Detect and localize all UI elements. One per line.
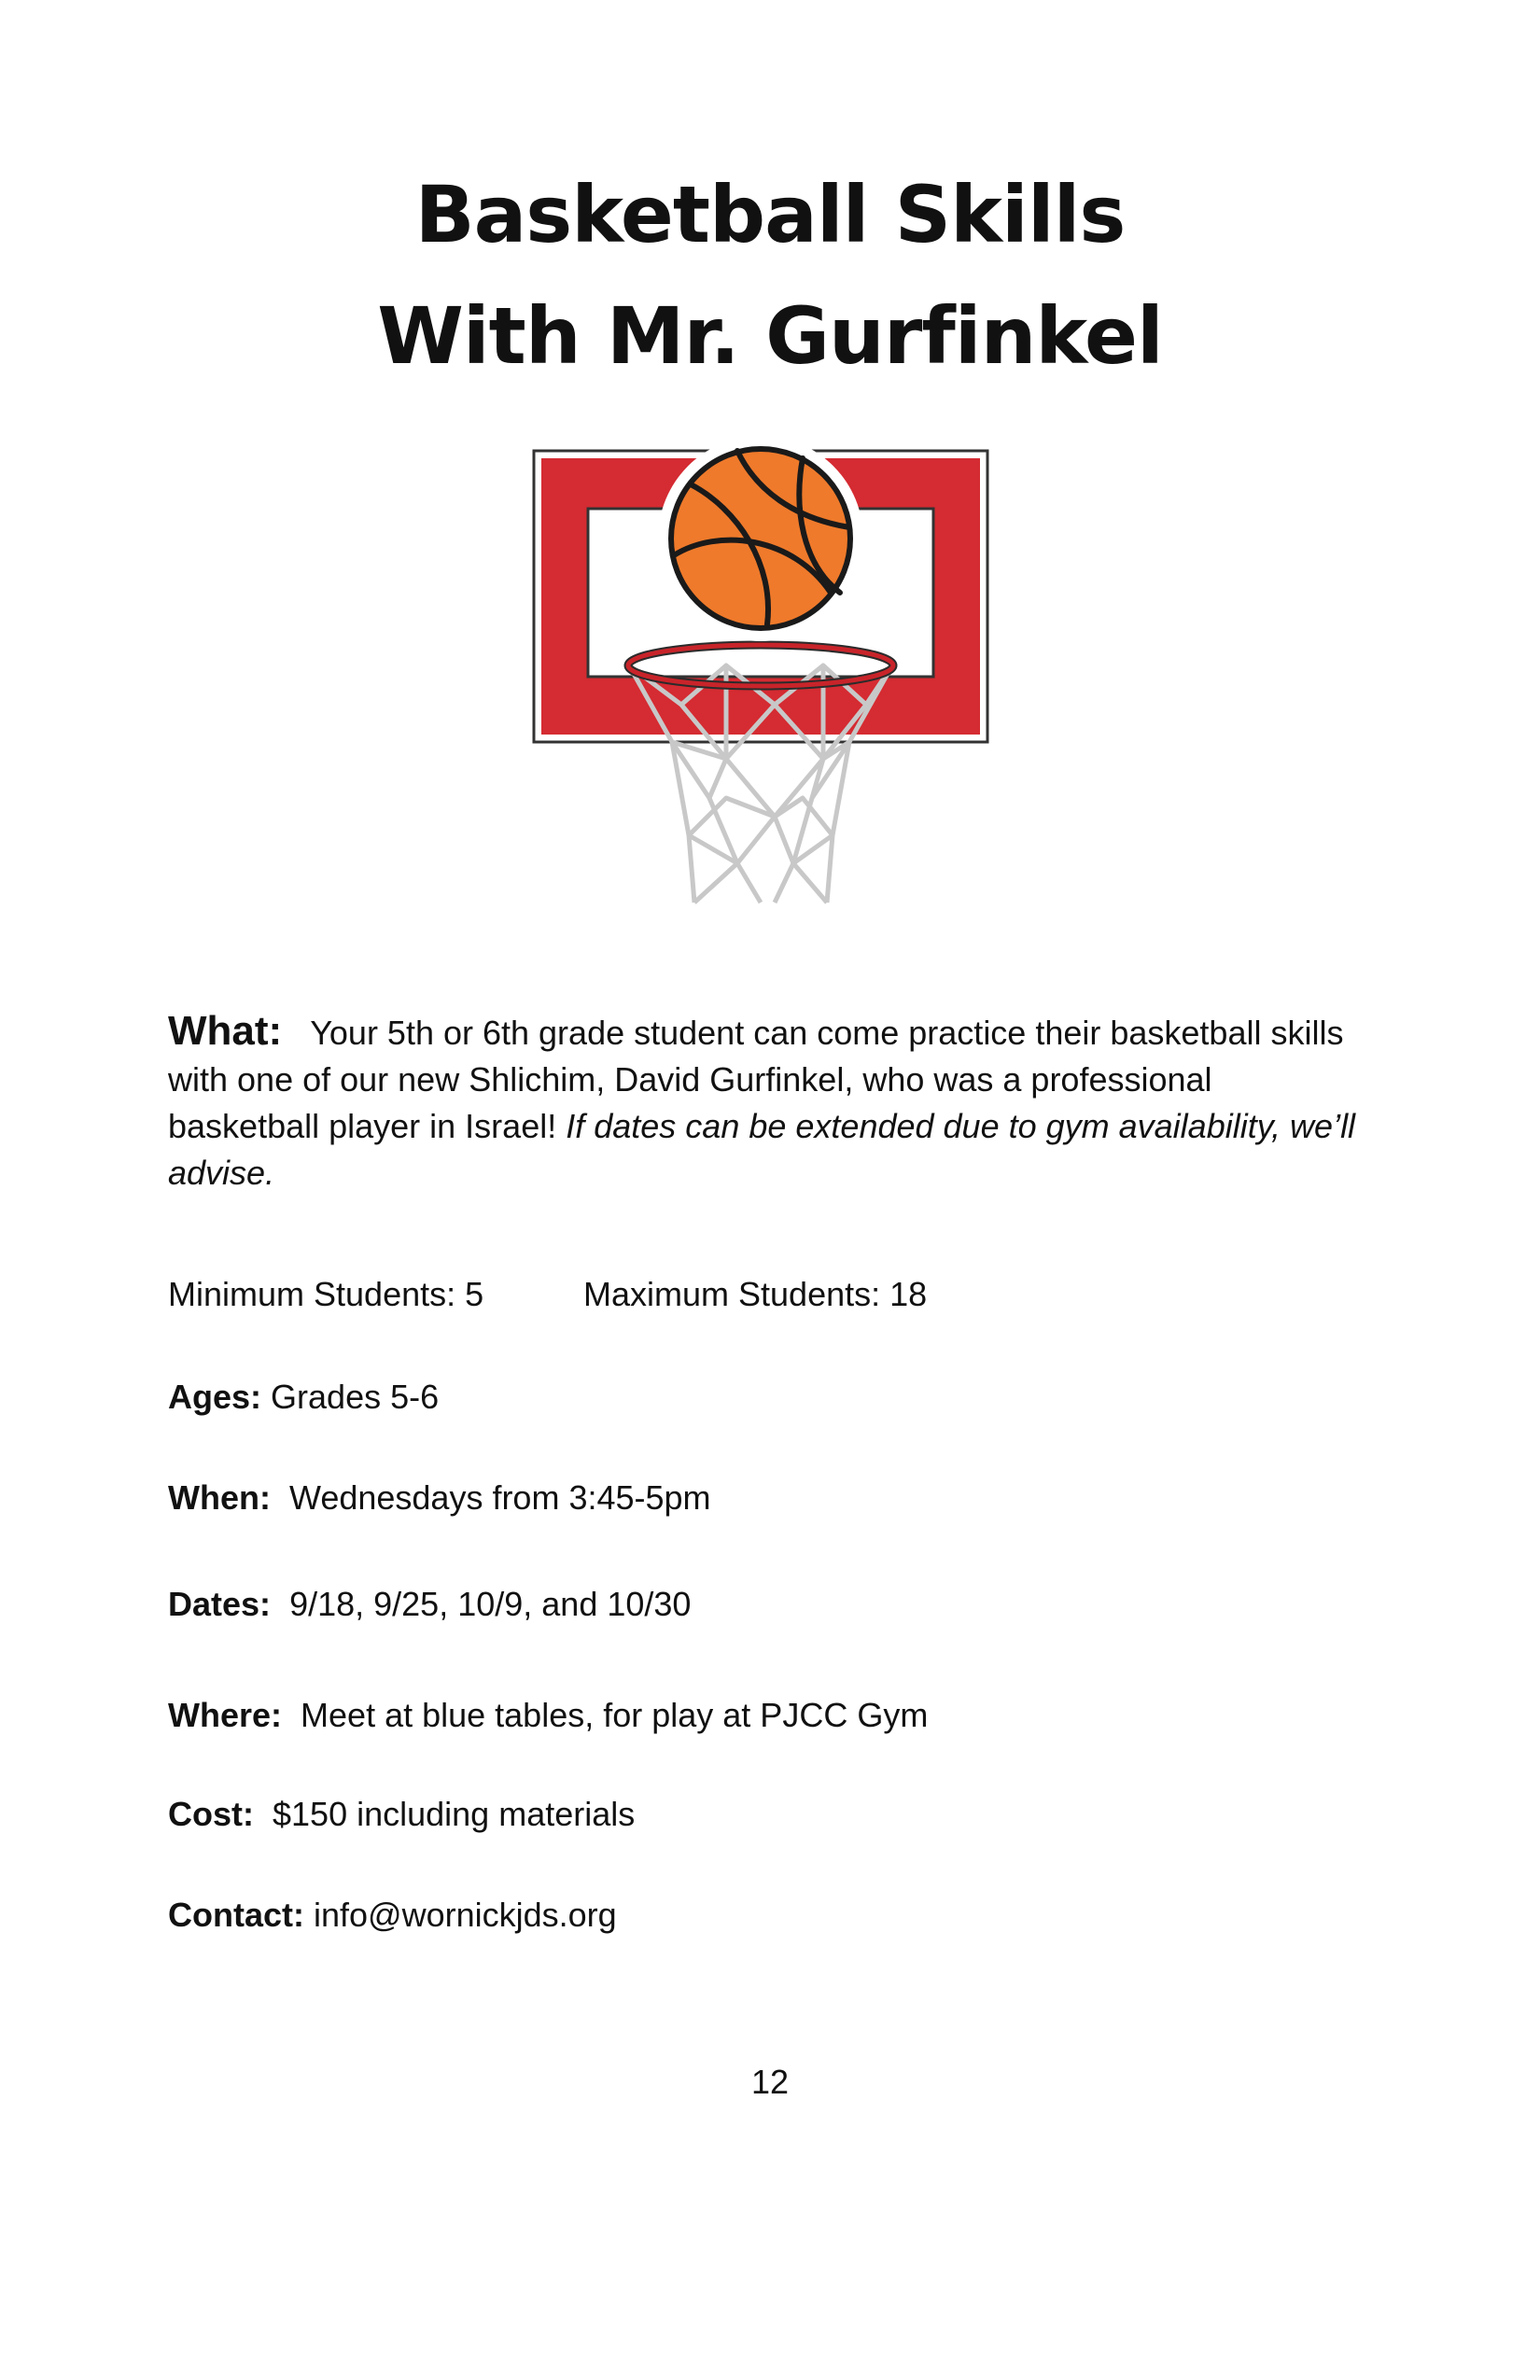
- when-label: When:: [168, 1478, 271, 1517]
- when-row: [168, 1477, 711, 1519]
- where-label: Where:: [168, 1696, 283, 1734]
- where-value: Meet at blue tables, for play at PJCC Gym: [301, 1696, 929, 1734]
- ages-value: Grades 5-6: [271, 1378, 440, 1416]
- title-line-2: With Mr. Gurfinkel: [377, 290, 1163, 382]
- what-text: Your 5th or 6th grade student can come practice their basketball skills with one of our new Shlichim, David Gurfinkel, who was a professional basketball player in Israel!: [168, 1014, 1344, 1145]
- minimum-students: Minimum Students: 5: [168, 1275, 484, 1313]
- maximum-students: Maximum Students: 18: [583, 1275, 928, 1313]
- contact-email[interactable]: info@wornickjds.org: [314, 1896, 617, 1934]
- cost-row: [168, 1794, 635, 1835]
- cost-value: $150 including materials: [273, 1795, 636, 1833]
- dates-label: Dates:: [168, 1585, 272, 1623]
- contact-row: [168, 1895, 617, 1936]
- what-section: [168, 1008, 1372, 1197]
- ages-row: [168, 1377, 439, 1418]
- basketball-hoop-icon: [523, 425, 1027, 929]
- title-line-1: Basketball Skills: [414, 169, 1126, 260]
- dates-value: 9/18, 9/25, 10/9, and 10/30: [289, 1585, 692, 1623]
- contact-label: Contact:: [168, 1896, 304, 1934]
- dates-row: [168, 1584, 691, 1625]
- ages-label: Ages:: [168, 1378, 262, 1416]
- what-note: If dates can be extended due to gym availability, we’ll advise.: [168, 1107, 1356, 1192]
- page-number: 12: [750, 2063, 790, 2101]
- cost-label: Cost:: [168, 1795, 254, 1833]
- what-label: What:: [168, 1008, 283, 1054]
- where-row: [168, 1695, 928, 1736]
- when-value: Wednesdays from 3:45-5pm: [288, 1478, 711, 1517]
